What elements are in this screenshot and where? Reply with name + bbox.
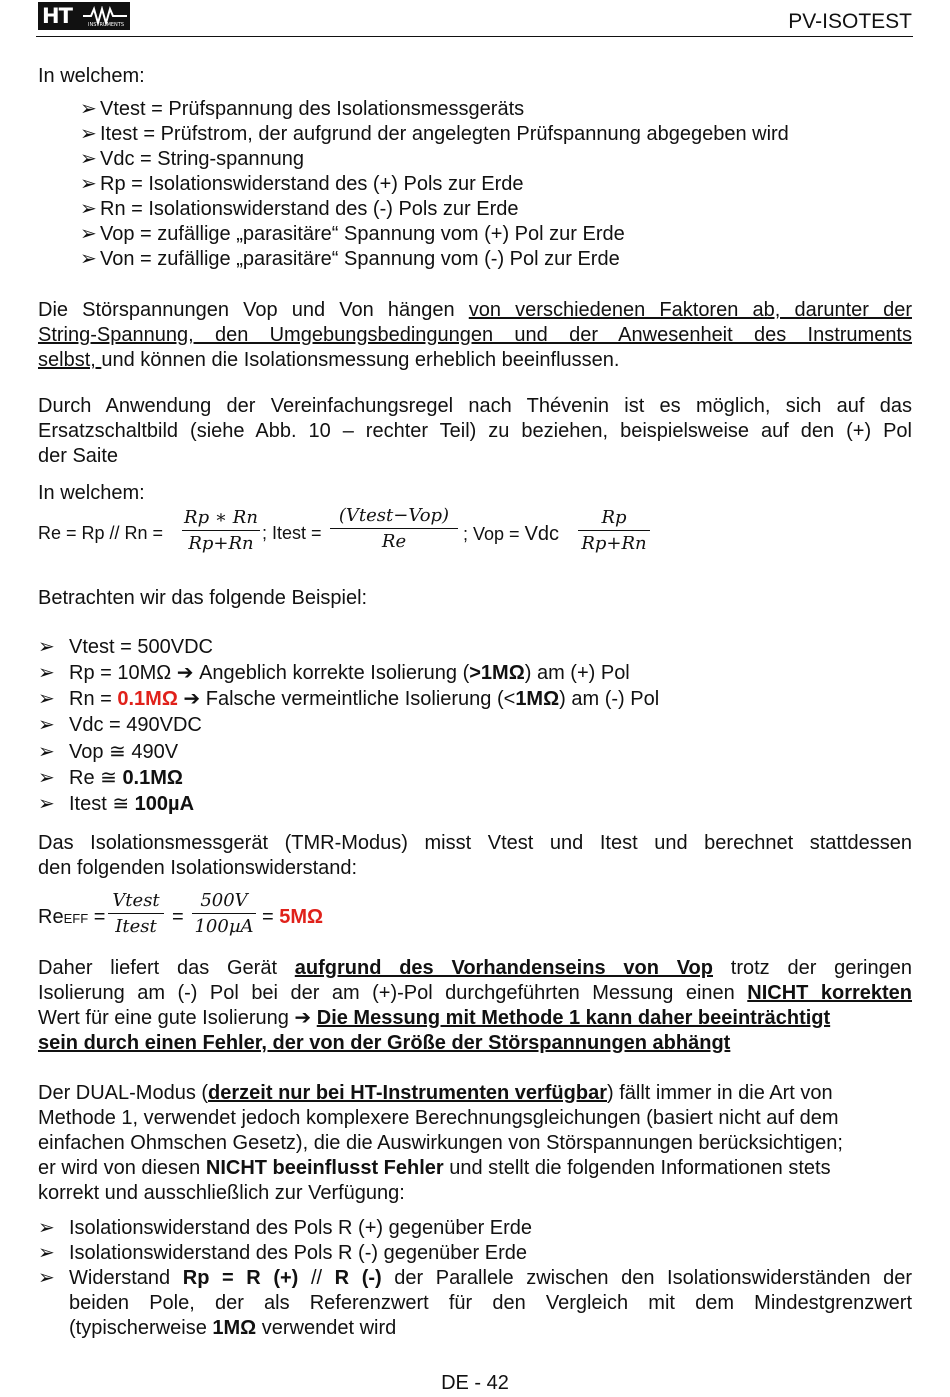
paragraph-line: String-Spannung, den Umgebungsbedingungen und der Anwesenheit des Instruments (38, 324, 912, 346)
paragraph-line: Wert für eine gute Isolierung ➔ Die Messung mit Methode 1 kann daher beeinträchtigt (38, 1007, 831, 1029)
arrow-bullet-icon: ➢ (80, 223, 97, 245)
formula-label: ; Vop = Vdc (463, 523, 560, 545)
fraction-itest: (Vtest−Vop) Re (330, 505, 458, 552)
arrow-bullet-icon: ➢ (38, 662, 55, 684)
fraction-values: 500V 100µA (192, 890, 256, 937)
arrow-bullet-icon: ➢ (80, 198, 97, 220)
paragraph-line: einfachen Ohmschen Gesetz), die die Auswirkungen von Störspannungen berücksichtigen; (38, 1132, 843, 1154)
list-item: ➢ Vop = zufällige „parasitäre“ Spannung vom (+) Pol zur Erde (80, 223, 625, 245)
example-intro: Betrachten wir das folgende Beispiel: (38, 587, 368, 609)
list-item: ➢ Widerstand Rp = R (+) // R (-) der Parallele zwischen den Isolationswiderständen der (38, 1267, 913, 1289)
logo-text: HT (42, 4, 72, 28)
list-item: ➢ Vdc = 490VDC (38, 714, 202, 736)
arrow-bullet-icon: ➢ (80, 148, 97, 170)
list-item: ➢ Vdc = String-spannung (80, 148, 305, 170)
paragraph-line: korrekt und ausschließlich zur Verfügung: (38, 1182, 405, 1204)
arrow-bullet-icon: ➢ (38, 793, 55, 815)
formula-result: = 5MΩ (262, 906, 324, 928)
arrow-bullet-icon: ➢ (38, 1217, 55, 1239)
paragraph-line: Das Isolationsmessgerät (TMR-Modus) misst Vtest und Itest und berechnet stattdessen (38, 832, 912, 854)
paragraph-line: Ersatzschaltbild (siehe Abb. 10 – rechter Teil) zu beziehen, beispielsweise auf den (+) Pol (38, 420, 912, 442)
arrow-bullet-icon: ➢ (38, 714, 55, 736)
list-item: ➢ Isolationswiderstand des Pols R (+) gegenüber Erde (38, 1217, 533, 1239)
arrow-bullet-icon: ➢ (38, 1267, 55, 1289)
logo-subtext: INSTRUMENTS (88, 22, 125, 28)
document-title: PV-ISOTEST (788, 10, 912, 33)
paragraph-line: er wird von diesen NICHT beeinflusst Fehler und stellt die folgenden Informationen stets (38, 1157, 831, 1179)
equals-sign: = (172, 906, 184, 928)
paragraph-line: Isolierung am (-) Pol bei der am (+)-Pol durchgeführten Messung einen NICHT korrekten (38, 982, 913, 1004)
formula-label: ; Itest = (262, 523, 322, 543)
list-item: ➢ Vtest = 500VDC (38, 636, 213, 658)
paragraph-line: Methode 1, verwendet jedoch komplexere Berechnungsgleichungen (basiert nicht auf dem (38, 1107, 839, 1129)
arrow-bullet-icon: ➢ (38, 767, 55, 789)
list-item: ➢ Vop ≅ 490V (38, 741, 179, 763)
paragraph-line: Daher liefert das Gerät aufgrund des Vorhandenseins von Vop trotz der geringen (38, 957, 912, 979)
list-item-continuation: (typischerweise 1MΩ verwendet wird (69, 1317, 397, 1339)
list-item: ➢ Re ≅ 0.1MΩ (38, 767, 183, 789)
fraction-vop: Rp Rp+Rn (578, 507, 650, 554)
list-item: ➢ Itest = Prüfstrom, der aufgrund der angelegten Prüfspannung abgegeben wird (80, 123, 789, 145)
arrow-bullet-icon: ➢ (80, 173, 97, 195)
arrow-bullet-icon: ➢ (38, 741, 55, 763)
paragraph-line: den folgenden Isolationswiderstand: (38, 857, 358, 879)
arrow-bullet-icon: ➢ (80, 248, 97, 270)
list-item: ➢ Rn = 0.1MΩ ➔ Falsche vermeintliche Isolierung (<1MΩ) am (-) Pol (38, 688, 660, 710)
list-item: ➢ Rn = Isolationswiderstand des (-) Pols zur Erde (80, 198, 519, 220)
fraction-re: Rp ∗ Rn Rp+Rn (182, 507, 260, 554)
list-item: ➢ Itest ≅ 100µA (38, 793, 195, 815)
arrow-bullet-icon: ➢ (38, 688, 55, 710)
intro-text: In welchem: (38, 65, 145, 87)
intro-text: In welchem: (38, 482, 145, 504)
paragraph-line: Durch Anwendung der Vereinfachungsregel nach Thévenin ist es möglich, sich auf das (38, 395, 912, 417)
arrow-bullet-icon: ➢ (38, 636, 55, 658)
formula-label: Re = Rp // Rn = (38, 523, 164, 543)
page-number: DE - 42 (441, 1372, 509, 1394)
fraction-vtest-itest: Vtest Itest (108, 890, 164, 937)
header-rule (36, 36, 913, 37)
list-item: ➢ Isolationswiderstand des Pols R (-) gegenüber Erde (38, 1242, 528, 1264)
arrow-bullet-icon: ➢ (80, 123, 97, 145)
ht-logo (38, 2, 130, 30)
paragraph-line: selbst, und können die Isolationsmessung erheblich beeinflussen. (38, 349, 620, 371)
arrow-bullet-icon: ➢ (38, 1242, 55, 1264)
paragraph-line: Der DUAL-Modus (derzeit nur bei HT-Instrumenten verfügbar) fällt immer in die Art von (38, 1082, 833, 1104)
paragraph-line: Die Störspannungen Vop und Von hängen von verschiedenen Faktoren ab, darunter der (38, 299, 912, 321)
list-item: ➢ Vtest = Prüfspannung des Isolationsmessgeräts (80, 98, 525, 120)
paragraph-line: sein durch einen Fehler, der von der Größe der Störspannungen abhängt (38, 1032, 731, 1054)
list-item: ➢ Von = zufällige „parasitäre“ Spannung vom (-) Pol zur Erde (80, 248, 620, 270)
arrow-bullet-icon: ➢ (80, 98, 97, 120)
list-item: ➢ Rp = Isolationswiderstand des (+) Pols zur Erde (80, 173, 524, 195)
list-item: ➢ Rp = 10MΩ ➔ Angeblich korrekte Isolierung (>1MΩ) am (+) Pol (38, 662, 630, 684)
formula-label: ReEFF = (38, 906, 106, 928)
paragraph-line: der Saite (38, 445, 119, 467)
list-item-continuation: beiden Pole, der als Referenzwert für den Vergleich mit dem Mindestgrenzwert (69, 1292, 912, 1314)
